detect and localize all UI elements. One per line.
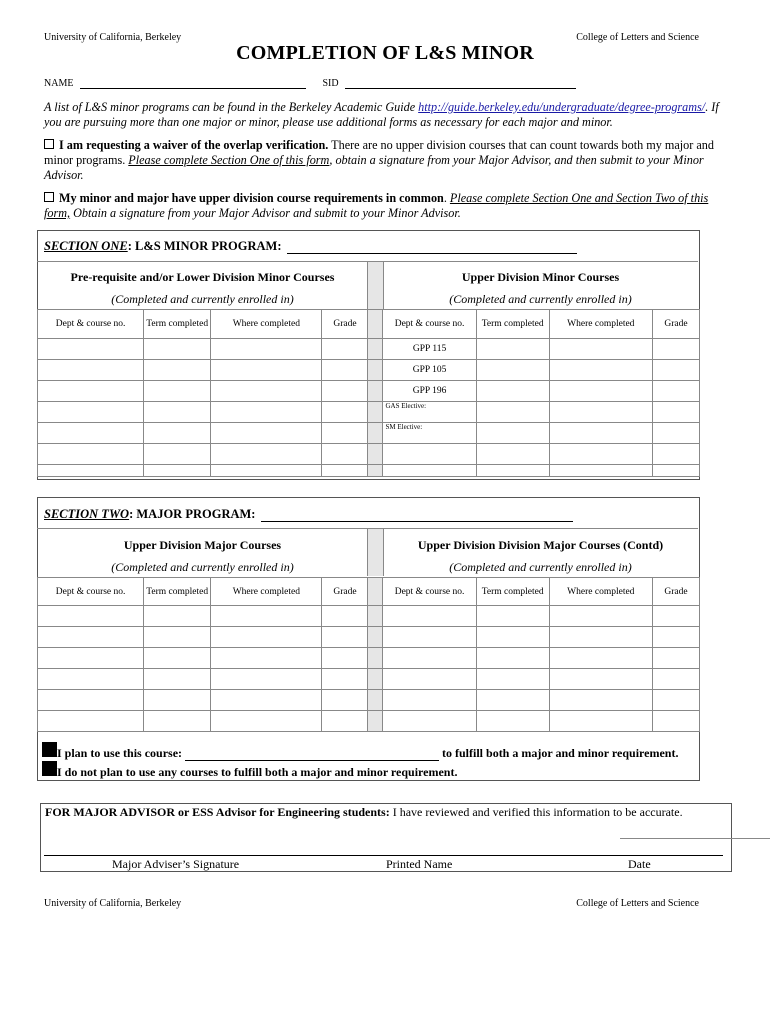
header-university: University of California, Berkeley xyxy=(44,32,182,43)
overlap-instruction: Obtain a signature from your Major Advisor and submit to your Minor Advisor. xyxy=(70,206,461,220)
course-gpp115: GPP 115 xyxy=(383,339,476,360)
col-term: Term completed xyxy=(476,310,549,339)
upper-division-major-contd-heading: Upper Division Division Major Courses (Contd) xyxy=(417,538,664,552)
col-where: Where completed xyxy=(211,310,322,339)
waiver-label: I am requesting a waiver of the overlap verification. xyxy=(59,138,329,152)
printed-name-label: Printed Name xyxy=(386,857,453,871)
option-overlap xyxy=(44,191,734,221)
table-row xyxy=(38,381,700,402)
section-one-spacer xyxy=(367,262,384,309)
footer-university: University of California, Berkeley xyxy=(44,898,182,909)
table-row xyxy=(38,339,700,360)
plan-statements xyxy=(42,742,678,780)
major-program-field[interactable] xyxy=(261,521,573,522)
academic-guide-link[interactable]: http://guide.berkeley.edu/undergraduate/degree-programs/ xyxy=(418,100,706,114)
col-dept: Dept & course no. xyxy=(383,578,476,606)
section-one-heading xyxy=(44,239,577,254)
waiver-text: There are no upper division courses that can count towards both my major and minor programs. xyxy=(44,138,714,167)
waiver-instruction-underlined: Please complete Section One of this form xyxy=(128,153,330,167)
waiver-checkbox[interactable] xyxy=(44,139,54,149)
sid-label: SID xyxy=(322,78,339,89)
name-row xyxy=(44,78,576,89)
overlap-dot: . xyxy=(443,191,450,205)
advisor-label: FOR MAJOR ADVISOR or ESS Advisor for Engineering students: xyxy=(45,805,390,819)
col-grade: Grade xyxy=(652,578,699,606)
col-dept: Dept & course no. xyxy=(38,578,144,606)
plan-use-label: I plan to use this course: xyxy=(57,746,183,760)
table-row xyxy=(38,402,700,423)
plan-use-checkbox[interactable] xyxy=(42,742,57,757)
table-row xyxy=(38,444,700,465)
section-two-table xyxy=(37,577,700,732)
name-label: NAME xyxy=(44,78,74,89)
lower-division-subheading: (Completed and currently enrolled in) xyxy=(111,292,294,306)
intro-text: A list of L&S minor programs can be found in the Berkeley Academic Guide xyxy=(44,100,419,114)
col-term: Term completed xyxy=(144,310,211,339)
course-gas-elective[interactable]: GAS Elective: xyxy=(383,402,476,423)
course-gpp105: GPP 105 xyxy=(383,360,476,381)
waiver-instruction: , obtain a signature from your Major Advisor, and then submit to your Minor Advisor. xyxy=(44,153,704,182)
col-where: Where completed xyxy=(211,578,322,606)
table-row xyxy=(38,627,700,648)
table-row xyxy=(38,423,700,444)
plan-not-use-checkbox[interactable] xyxy=(42,761,57,776)
plan-use-suffix: to fulfill both a major and minor requirement. xyxy=(442,746,679,760)
option-waiver xyxy=(44,138,734,183)
col-grade: Grade xyxy=(652,310,699,339)
col-grade: Grade xyxy=(322,578,368,606)
advisor-statement xyxy=(45,805,683,820)
spacer-cell xyxy=(368,578,383,606)
upper-division-major-contd-subheading: (Completed and currently enrolled in) xyxy=(449,560,632,574)
section-one-label: SECTION ONE xyxy=(44,239,128,253)
section-one-title: : L&S MINOR PROGRAM: xyxy=(127,239,282,253)
section-two-label: SECTION TWO xyxy=(44,507,130,521)
overlap-checkbox[interactable] xyxy=(44,192,54,202)
col-term: Term completed xyxy=(144,578,211,606)
signature-label: Major Adviser’s Signature xyxy=(112,857,240,871)
course-gpp196: GPP 196 xyxy=(383,381,476,402)
page-title: COMPLETION OF L&S MINOR xyxy=(236,42,534,64)
section-two-column-headers xyxy=(38,578,700,606)
course-sm-elective[interactable]: SM Elective: xyxy=(383,423,476,444)
overlap-instruction-underlined: Please complete Section One and Section Two of this form, xyxy=(44,191,709,220)
intro-paragraph xyxy=(44,100,734,130)
upper-division-minor-subheading: (Completed and currently enrolled in) xyxy=(449,292,632,306)
section-two-heading xyxy=(44,507,573,522)
advisor-text: I have reviewed and verified this information to be accurate. xyxy=(389,805,683,819)
col-term: Term completed xyxy=(476,578,549,606)
table-row xyxy=(38,360,700,381)
upper-division-major-subheading: (Completed and currently enrolled in) xyxy=(111,560,294,574)
header-college: College of Letters and Science xyxy=(576,32,699,43)
plan-use-row xyxy=(42,742,678,761)
col-grade: Grade xyxy=(322,310,368,339)
signature-line[interactable] xyxy=(44,855,723,856)
plan-not-use-label: I do not plan to use any courses to fulfill both a major and minor requirement. xyxy=(57,765,458,779)
table-row xyxy=(38,690,700,711)
col-dept: Dept & course no. xyxy=(383,310,476,339)
minor-program-field[interactable] xyxy=(287,253,577,254)
section-one-column-headers xyxy=(38,310,700,339)
col-where: Where completed xyxy=(549,578,652,606)
col-dept: Dept & course no. xyxy=(38,310,144,339)
upper-division-major-heading: Upper Division Major Courses xyxy=(123,538,282,552)
table-row xyxy=(38,606,700,627)
col-where: Where completed xyxy=(549,310,652,339)
lower-division-heading: Pre-requisite and/or Lower Division Minor Courses xyxy=(70,270,335,284)
advisor-extra-line xyxy=(620,838,770,839)
table-row xyxy=(38,711,700,732)
section-two-title: : MAJOR PROGRAM: xyxy=(129,507,256,521)
name-field[interactable] xyxy=(80,88,306,89)
section-one-table xyxy=(37,309,700,477)
intro-text-2: . If you are pursuing more than one major or minor, please use additional forms as necessary for each major and minor. xyxy=(44,100,719,129)
table-row xyxy=(38,669,700,690)
upper-division-minor-heading: Upper Division Minor Courses xyxy=(461,270,620,284)
table-row xyxy=(38,465,700,477)
overlap-label: My minor and major have upper division course requirements in common xyxy=(59,191,444,205)
spacer-cell xyxy=(368,310,383,339)
table-row xyxy=(38,648,700,669)
section-two-spacer xyxy=(367,529,384,576)
date-label: Date xyxy=(628,857,651,871)
footer-college: College of Letters and Science xyxy=(576,898,699,909)
plan-not-use-row xyxy=(42,761,678,780)
sid-field[interactable] xyxy=(345,88,576,89)
